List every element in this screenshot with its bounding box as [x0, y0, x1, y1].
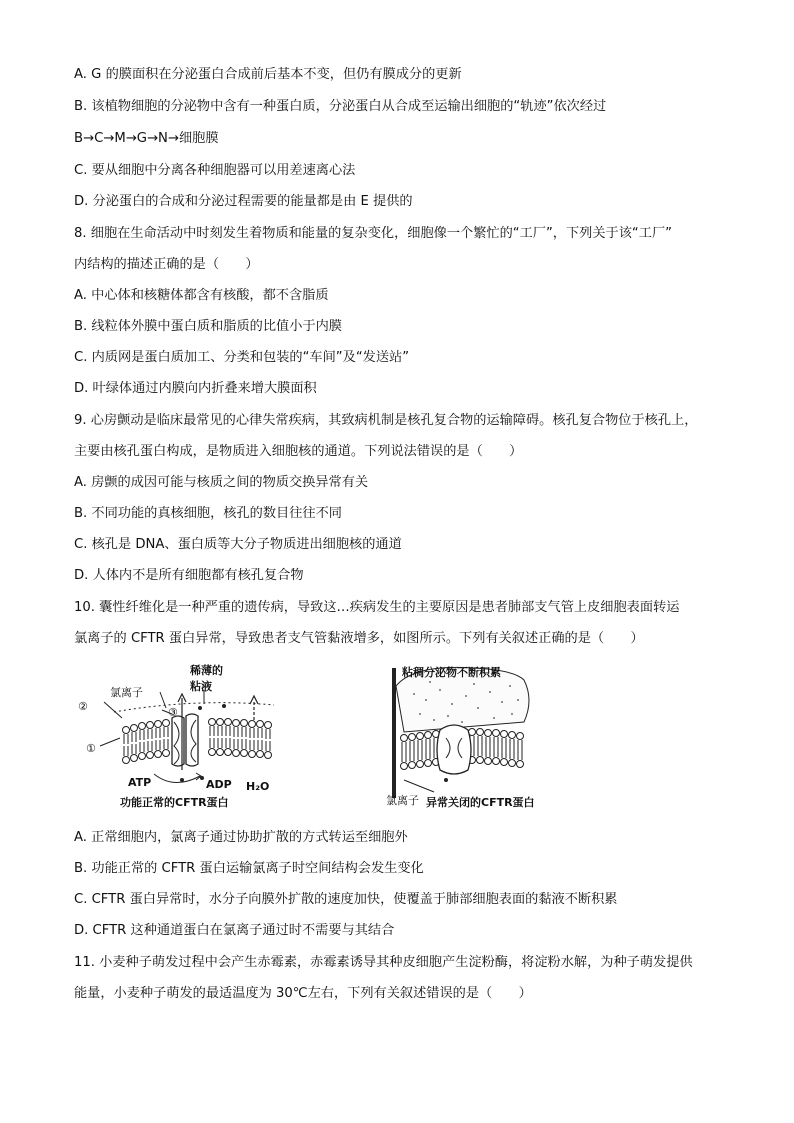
option-7b: B. 该植物细胞的分泌物中含有一种蛋白质，分泌蛋白从合成至运输出细胞的“轨迹”依次经过: [74, 99, 607, 114]
label-3: ③: [168, 706, 178, 719]
option-8a: A. 中心体和核糖体都含有核酸，都不含脂质: [74, 288, 329, 303]
caption-normal-cftr: 功能正常的CFTR蛋白: [120, 796, 229, 809]
question-9: 9. 心房颤动是临床最常见的心律失常疾病，其致病机制是核孔复合物的运输障碍。核孔复合物位于核孔上，: [74, 413, 698, 428]
abnormal-cftr-panel: [386, 665, 535, 809]
cftr-figure: [74, 660, 594, 820]
option-8d: D. 叶绿体通过内膜向内折叠来增大膜面积: [74, 381, 317, 396]
option-9a: A. 房颤的成因可能与核质之间的物质交换异常有关: [74, 475, 369, 490]
label-adp: ADP: [206, 778, 232, 791]
option-7a: A. G 的膜面积在分泌蛋白合成前后基本不变，但仍有膜成分的更新: [74, 67, 462, 82]
option-10c: C. CFTR 蛋白异常时，水分子向膜外扩散的速度加快，使覆盖于肺部细胞表面的黏液不断积累: [74, 892, 618, 907]
option-9c: C. 核孔是 DNA、蛋白质等大分子物质进出细胞核的通道: [74, 537, 402, 552]
option-8b: B. 线粒体外膜中蛋白质和脂质的比值小于内膜: [74, 319, 342, 334]
question-8-cont: 内结构的描述正确的是（ ）: [74, 257, 259, 272]
caption-abnormal-cftr: 异常关闭的CFTR蛋白: [426, 796, 535, 809]
label-1: ①: [86, 742, 96, 755]
option-7c: C. 要从细胞中分离各种细胞器可以用差速离心法: [74, 163, 356, 178]
label-thick-secretion: 粘稠分泌物不断积累: [402, 666, 501, 679]
option-10a: A. 正常细胞内，氯离子通过协助扩散的方式转运至细胞外: [74, 830, 408, 845]
label-chloride-ion: 氯离子: [110, 686, 143, 699]
option-9b: B. 不同功能的真核细胞，核孔的数目往往不同: [74, 506, 342, 521]
option-10b: B. 功能正常的 CFTR 蛋白运输氯离子时空间结构会发生变化: [74, 861, 424, 876]
label-thin-mucus-2: 粘液: [190, 680, 212, 693]
option-7b-cont: B→C→M→G→N→细胞膜: [74, 131, 219, 146]
question-10-cont: 氯离子的 CFTR 蛋白异常，导致患者支气管黏液增多，如图所示。下列有关叙述正确的是（ ）: [74, 631, 644, 646]
label-2: ②: [78, 700, 88, 713]
option-7d: D. 分泌蛋白的合成和分泌过程需要的能量都是由 E 提供的: [74, 194, 413, 209]
normal-cftr-panel: [78, 663, 274, 809]
label-atp: ATP: [128, 776, 152, 789]
question-8: 8. 细胞在生命活动中时刻发生着物质和能量的复杂变化，细胞像一个繁忙的“工厂”，下列关于该“工厂”: [74, 226, 672, 241]
label-h2o: H₂O: [246, 780, 270, 793]
question-11: 11. 小麦种子萌发过程中会产生赤霉素，赤霉素诱导其种皮细胞产生淀粉酶，将淀粉水解，为种子萌发提供: [74, 955, 693, 970]
label-thin-mucus-1: 稀薄的: [190, 664, 223, 677]
option-8c: C. 内质网是蛋白质加工、分类和包装的“车间”及“发送站”: [74, 350, 410, 365]
question-9-cont: 主要由核孔蛋白构成，是物质进入细胞核的通道。下列说法错误的是（ ）: [74, 444, 523, 459]
option-10d: D. CFTR 这种通道蛋白在氯离子通过时不需要与其结合: [74, 923, 395, 938]
question-11-cont: 能量，小麦种子萌发的最适温度为 30℃左右，下列有关叙述错误的是（ ）: [74, 986, 532, 1001]
label-chloride-ion-right: 氯离子: [386, 794, 419, 807]
question-10: 10. 囊性纤维化是一种严重的遗传病，导致这…疾病发生的主要原因是患者肺部支气管上皮细胞表面转运: [74, 600, 680, 615]
option-9d: D. 人体内不是所有细胞都有核孔复合物: [74, 568, 304, 583]
